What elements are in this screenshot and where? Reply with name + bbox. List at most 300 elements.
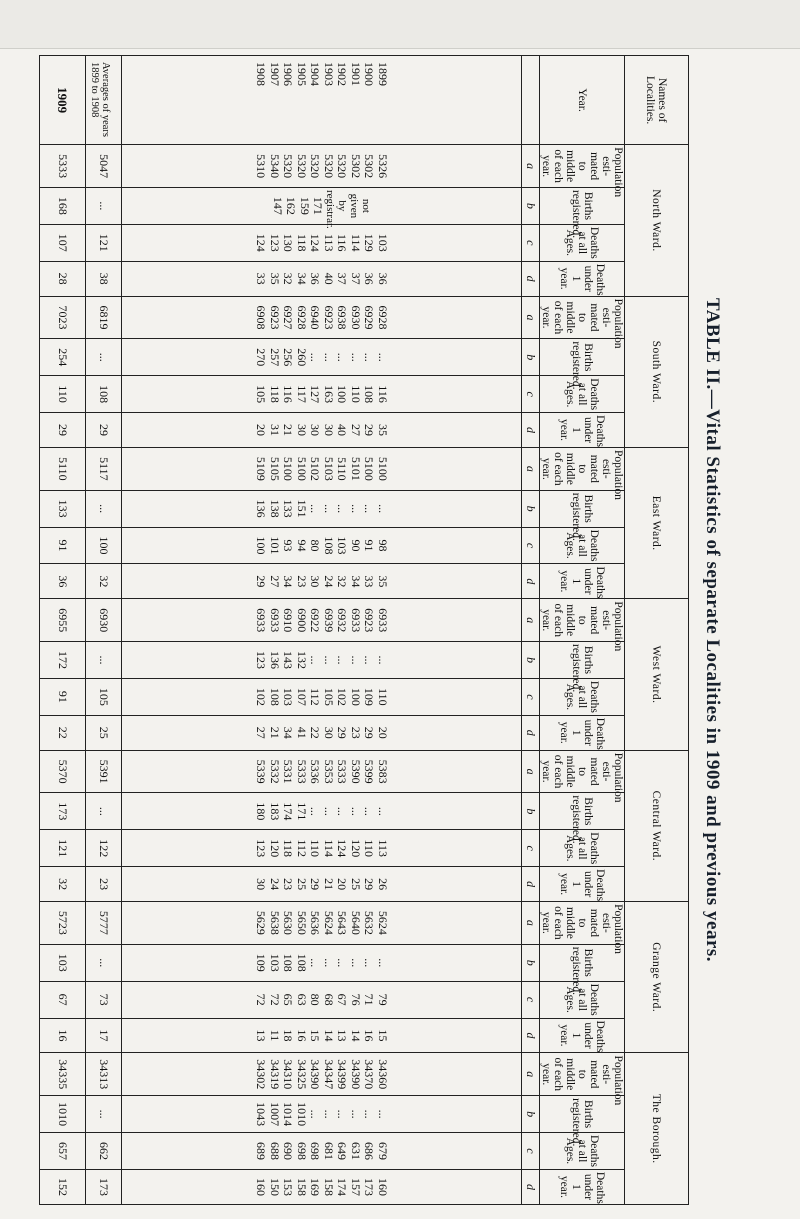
ward-2-infant-4: 24 [322,575,336,588]
ward-4-population-4: 5353 [322,759,336,784]
ward-4-births-5: ... [308,806,323,816]
ward-0-births-0: not given by registrar. [324,189,373,229]
averages-label [86,56,122,145]
column-letter-2-2: c [522,527,540,564]
ward-5-infant-values [122,1018,522,1053]
ward-4-avg-population: 5391 [86,750,122,793]
ward-1-1909-births: 254 [40,339,86,376]
ward-6-infant-4: 158 [322,1177,336,1196]
ward-2-deaths-5: 80 [308,539,323,552]
ward-3-deaths-5: 112 [308,688,323,706]
year-1908: 1908 [254,62,269,86]
data-row-years [122,56,522,1205]
ward-1-births-5: ... [308,352,323,362]
ward-0-avg-births: ... [86,187,122,224]
ward-3-infant-0: 20 [376,726,390,739]
column-letter-1-1: b [522,339,540,376]
ward-3-1909-infant: 22 [40,715,86,750]
ward-0-1909-deaths: 107 [40,224,86,261]
ward-1-avg-deaths: 108 [86,376,122,413]
ward-3-avg-deaths: 105 [86,678,122,715]
column-letter-2-0: a [522,448,540,491]
ward-3-population-0: 6933 [376,608,390,633]
ward-3-deaths-2: 100 [349,687,363,706]
ward-3-1909-population: 6955 [40,599,86,642]
ward-6-births-5: ... [308,1109,323,1119]
ward-4-population-1: 5399 [362,759,377,784]
ward-name-0: North Ward. [625,145,689,296]
column-header-3-3: Deaths under 1 year. [540,715,625,750]
ward-2-avg-population: 5117 [86,448,122,491]
ward-6-births-6: 1010 [295,1102,309,1127]
ward-1-infant-values [122,413,522,448]
ward-1-infant-2: 27 [349,424,363,437]
ward-6-population-3: 34399 [335,1059,350,1090]
ward-6-avg-infant: 173 [86,1169,122,1204]
current-year-label: 1909 [40,56,86,145]
ward-2-deaths-values [122,527,522,564]
column-header-5-3: Deaths under 1 year. [540,1018,625,1053]
ward-3-deaths-9: 102 [254,687,269,706]
ward-4-births-values [122,793,522,830]
column-letter-5-3: d [522,1018,540,1053]
ward-4-population-6: 5333 [295,759,309,784]
ward-0-1909-births: 168 [40,187,86,224]
ward-4-births-4: ... [322,806,336,816]
ward-6-births-0: ... [376,1109,390,1119]
ward-1-births-3: ... [335,352,350,362]
ward-2-births-8: 138 [268,499,282,518]
ward-1-deaths-1: 108 [362,385,377,404]
ward-1-population-4: 6923 [322,305,336,330]
ward-6-deaths-7: 690 [281,1141,296,1160]
year-1901: 1901 [349,62,363,86]
ward-6-infant-values [122,1169,522,1204]
ward-4-births-7: 174 [281,802,296,821]
column-letter-4-2: c [522,830,540,867]
ward-6-infant-0: 160 [376,1177,390,1196]
column-header-1-1: Births registered. [540,339,625,376]
column-header-1-2: Deaths at all Ages. [540,376,625,413]
ward-name-5: Grange Ward. [625,902,689,1053]
ward-0-population-values [122,145,522,188]
ward-4-deaths-values [122,830,522,867]
ward-4-population-9: 5339 [254,759,269,784]
ward-0-population-0: 5326 [376,154,390,179]
ward-0-deaths-7: 130 [281,233,296,252]
column-letter-1-3: d [522,413,540,448]
column-letter-1-2: c [522,376,540,413]
ward-6-population-0: 34360 [376,1059,390,1090]
ward-2-population-8: 5105 [268,456,282,481]
ward-3-deaths-3: 102 [335,687,350,706]
ward-2-deaths-8: 101 [268,536,282,555]
ward-2-infant-5: 30 [308,575,323,588]
ward-5-births-8: 103 [268,953,282,972]
ward-6-deaths-0: 679 [376,1141,390,1160]
column-letter-6-0: a [522,1053,540,1096]
ward-0-deaths-4: 113 [322,234,336,252]
ward-1-avg-births: ... [86,339,122,376]
column-header-4-3: Deaths under 1 year. [540,867,625,902]
ward-4-1909-births: 173 [40,793,86,830]
ward-2-population-5: 5102 [308,456,323,481]
ward-6-deaths-3: 649 [335,1141,350,1160]
ward-1-population-8: 6923 [268,305,282,330]
ward-3-deaths-4: 105 [322,687,336,706]
names-of-localities-header: Names of Localities. [625,56,689,145]
ward-5-deaths-0: 79 [376,993,390,1006]
ward-1-births-6: 260 [295,348,309,367]
ward-name-6: The Borough. [625,1053,689,1205]
ward-3-infant-7: 34 [281,726,296,739]
ward-6-population-5: 34390 [308,1059,323,1090]
ward-6-1909-infant: 152 [40,1169,86,1204]
ward-1-infant-4: 30 [322,424,336,437]
ward-1-deaths-7: 116 [281,385,296,403]
ward-4-deaths-8: 120 [268,839,282,858]
year-1900: 1900 [362,62,377,86]
ward-5-population-values [122,902,522,945]
ward-1-infant-0: 35 [376,424,390,437]
ward-1-deaths-9: 105 [254,385,269,404]
ward-2-deaths-9: 100 [254,536,269,555]
ward-0-infant-9: 33 [254,272,269,285]
ward-0-births-7: 159 [298,196,312,215]
ward-5-deaths-5: 80 [308,993,323,1006]
ward-5-population-5: 5636 [308,910,323,935]
ward-2-births-1: ... [362,504,377,514]
ward-4-1909-infant: 32 [40,867,86,902]
ward-2-population-0: 5100 [376,456,390,481]
ward-3-births-0: ... [376,655,390,665]
ward-2-infant-values [122,564,522,599]
ward-1-infant-5: 30 [308,424,323,437]
ward-4-infant-4: 21 [322,878,336,891]
ward-5-1909-population: 5723 [40,902,86,945]
ward-6-infant-1: 173 [362,1177,377,1196]
year-1903: 1903 [322,62,336,86]
year-1899: 1899 [376,62,390,86]
ward-3-births-2: ... [349,655,363,665]
year-1907: 1907 [268,62,282,86]
ward-0-births-values [122,187,522,229]
ward-2-1909-births: 133 [40,490,86,527]
year-1909-row [40,56,86,1205]
ward-3-births-8: 136 [268,650,282,669]
ward-5-infant-9: 13 [254,1029,269,1042]
ward-4-infant-1: 29 [362,878,377,891]
ward-6-deaths-5: 698 [308,1141,323,1160]
ward-6-population-6: 34325 [295,1059,309,1090]
ward-5-deaths-values [122,981,522,1018]
ward-6-population-7: 34310 [281,1059,296,1090]
ward-6-infant-2: 157 [349,1177,363,1196]
ward-5-population-1: 5632 [362,910,377,935]
ward-1-deaths-0: 116 [376,385,390,403]
ward-0-population-3: 5320 [335,154,350,179]
ward-3-infant-6: 41 [295,726,309,739]
ward-0-deaths-6: 118 [295,234,309,252]
ward-5-infant-2: 14 [349,1029,363,1042]
ward-1-infant-9: 20 [254,424,269,437]
ward-2-population-9: 5109 [254,456,269,481]
column-header-6-3: Deaths under 1 year. [540,1169,625,1204]
column-header-1-3: Deaths under 1 year. [540,413,625,448]
ward-5-population-3: 5643 [335,910,350,935]
ward-0-deaths-values [122,224,522,261]
ward-5-deaths-8: 72 [268,993,282,1006]
ward-4-population-8: 5332 [268,759,282,784]
ward-0-1909-population: 5333 [40,145,86,188]
ward-0-births-8: 162 [284,196,299,215]
averages-label-text: Averages of years 1899 to 1908 [89,62,112,138]
ward-5-births-9: 109 [254,953,269,972]
ward-4-infant-8: 24 [268,878,282,891]
ward-6-infant-6: 158 [295,1177,309,1196]
header-row-localities [625,56,689,1205]
ward-6-1909-deaths: 657 [40,1133,86,1170]
ward-4-births-3: ... [335,806,350,816]
ward-1-infant-8: 31 [268,424,282,437]
column-letter-1-0: a [522,296,540,339]
ward-1-deaths-6: 117 [295,385,309,403]
ward-0-infant-4: 40 [322,272,336,285]
ward-4-births-0: ... [376,806,390,816]
year-1906: 1906 [281,62,296,86]
ward-2-deaths-6: 94 [295,539,309,552]
ward-3-births-3: ... [335,655,350,665]
ward-1-avg-infant: 29 [86,413,122,448]
ward-2-1909-infant: 36 [40,564,86,599]
rotated-table-stage [55,55,729,1205]
ward-0-population-9: 5310 [254,154,269,179]
ward-5-deaths-2: 76 [349,993,363,1006]
ward-0-deaths-9: 124 [254,233,269,252]
ward-3-avg-births: ... [86,642,122,679]
vital-statistics-table [39,55,689,1205]
ward-1-1909-deaths: 110 [40,376,86,413]
ward-2-avg-births: ... [86,490,122,527]
ward-3-population-7: 6910 [281,608,296,633]
ward-3-avg-infant: 25 [86,715,122,750]
ward-3-population-8: 6933 [268,608,282,633]
ward-2-births-2: ... [349,504,363,514]
ward-0-population-2: 5302 [349,154,363,179]
column-header-0-0: Population esti- mated to middle of each year. [540,145,625,188]
ward-5-population-6: 5650 [295,910,309,935]
ward-1-population-6: 6928 [295,305,309,330]
ward-3-infant-4: 30 [322,726,336,739]
ward-2-1909-deaths: 91 [40,527,86,564]
ward-0-deaths-3: 116 [335,234,350,252]
ward-name-2: East Ward. [625,448,689,599]
ward-2-infant-1: 33 [362,575,377,588]
ward-3-avg-population: 6930 [86,599,122,642]
ward-2-infant-9: 29 [254,575,269,588]
column-header-5-1: Births registered. [540,944,625,981]
column-letter-6-2: c [522,1133,540,1170]
ward-2-population-4: 5103 [322,456,336,481]
averages-row [86,56,122,1205]
ward-1-population-values [122,296,522,339]
ward-5-population-4: 5624 [322,910,336,935]
ward-3-population-1: 6923 [362,608,377,633]
ward-6-deaths-6: 698 [295,1141,309,1160]
ward-5-deaths-3: 67 [335,993,350,1006]
ward-4-infant-values [122,867,522,902]
ward-5-births-5: ... [308,958,323,968]
ward-0-infant-2: 37 [349,272,363,285]
ward-3-1909-deaths: 91 [40,678,86,715]
ward-3-infant-5: 22 [308,726,323,739]
ward-6-population-8: 34319 [268,1059,282,1090]
ward-6-deaths-values [122,1133,522,1170]
ward-6-1909-population: 34335 [40,1053,86,1096]
ward-0-births-6: 171 [311,196,326,215]
ward-2-deaths-4: 108 [322,536,336,555]
ward-3-births-9: 123 [254,650,269,669]
years-list [122,56,522,145]
ward-4-avg-infant: 23 [86,867,122,902]
ward-3-infant-2: 23 [349,726,363,739]
ward-4-deaths-3: 124 [335,839,350,858]
ward-2-population-6: 5100 [295,456,309,481]
column-header-5-0: Population esti- mated to middle of each year. [540,902,625,945]
ward-4-1909-deaths: 121 [40,830,86,867]
ward-4-population-2: 5390 [349,759,363,784]
ward-1-deaths-2: 110 [349,385,363,403]
ward-1-births-1: ... [362,352,377,362]
ward-5-avg-infant: 17 [86,1018,122,1053]
ward-1-births-0: ... [376,352,390,362]
ward-3-infant-1: 29 [362,726,377,739]
ward-5-1909-births: 103 [40,944,86,981]
ward-5-deaths-1: 71 [362,993,377,1006]
ward-6-infant-7: 153 [281,1177,296,1196]
ward-3-infant-3: 29 [335,726,350,739]
ward-2-avg-deaths: 100 [86,527,122,564]
ward-0-deaths-8: 123 [268,233,282,252]
ward-3-population-3: 6932 [335,608,350,633]
year-1905: 1905 [295,62,309,86]
header-row-letters [522,56,540,1205]
ward-1-1909-population: 7023 [40,296,86,339]
ward-6-population-9: 34302 [254,1059,269,1090]
column-letter-0-3: d [522,261,540,296]
ward-5-births-6: 108 [295,953,309,972]
ward-5-infant-6: 16 [295,1029,309,1042]
ward-1-population-0: 6928 [376,305,390,330]
ward-1-deaths-8: 118 [268,385,282,403]
ward-5-population-7: 5630 [281,910,296,935]
column-header-4-2: Deaths at all Ages. [540,830,625,867]
ward-4-population-values [122,750,522,793]
ward-2-population-2: 5101 [349,456,363,481]
ward-0-deaths-2: 114 [349,234,363,252]
column-letter-3-1: b [522,642,540,679]
ward-5-infant-8: 11 [268,1029,282,1042]
column-letter-0-2: c [522,224,540,261]
ward-5-avg-population: 5777 [86,902,122,945]
ward-1-avg-population: 6819 [86,296,122,339]
ward-5-births-7: 108 [281,953,296,972]
column-header-6-1: Births registered. [540,1096,625,1133]
ward-6-avg-births: ... [86,1096,122,1133]
ward-1-births-values [122,339,522,376]
column-header-5-2: Deaths at all Ages. [540,981,625,1018]
column-header-1-0: Population esti- mated to middle of each year. [540,296,625,339]
ward-3-deaths-1: 109 [362,687,377,706]
column-header-4-1: Births registered. [540,793,625,830]
ward-0-1909-infant: 28 [40,261,86,296]
ward-6-population-1: 34370 [362,1059,377,1090]
column-letter-3-0: a [522,599,540,642]
ward-3-population-6: 6900 [295,608,309,633]
ward-1-births-7: 256 [281,348,296,367]
ward-1-infant-3: 40 [335,424,350,437]
ward-name-1: South Ward. [625,296,689,447]
column-letter-2-3: d [522,564,540,599]
column-header-0-2: Deaths at all Ages. [540,224,625,261]
ward-1-infant-7: 21 [281,424,296,437]
ward-0-avg-population: 5047 [86,145,122,188]
ward-2-births-5: ... [308,504,323,514]
ward-5-births-3: ... [335,958,350,968]
ward-1-births-8: 257 [268,348,282,367]
ward-6-infant-8: 150 [268,1177,282,1196]
ward-6-deaths-8: 688 [268,1141,282,1160]
ward-1-population-3: 6938 [335,305,350,330]
column-letter-5-1: b [522,944,540,981]
column-header-2-1: Births registered. [540,490,625,527]
ward-4-deaths-6: 112 [295,839,309,857]
year-header: Year. [540,56,625,145]
ward-0-deaths-1: 129 [362,233,377,252]
ward-1-population-7: 6927 [281,305,296,330]
column-header-2-0: Population esti- mated to middle of each year. [540,448,625,491]
ward-3-1909-births: 172 [40,642,86,679]
ward-5-population-8: 5638 [268,910,282,935]
ward-5-infant-5: 15 [308,1029,323,1042]
ward-1-deaths-4: 163 [322,385,336,404]
ward-1-deaths-values [122,376,522,413]
ward-4-population-3: 5333 [335,759,350,784]
column-letter-5-2: c [522,981,540,1018]
ward-4-births-2: ... [349,806,363,816]
ward-4-deaths-0: 113 [376,839,390,857]
ward-1-infant-6: 30 [295,424,309,437]
ward-0-population-5: 5320 [308,154,323,179]
ward-5-deaths-7: 65 [281,993,296,1006]
column-header-0-3: Deaths under 1 year. [540,261,625,296]
ward-3-population-2: 6933 [349,608,363,633]
ward-name-3: West Ward. [625,599,689,750]
ward-2-population-7: 5100 [281,456,296,481]
ward-3-births-1: ... [362,655,377,665]
ward-3-deaths-values [122,678,522,715]
ward-2-infant-0: 35 [376,575,390,588]
ward-1-population-5: 6940 [308,305,323,330]
ward-6-avg-population: 34313 [86,1053,122,1096]
column-letter-4-1: b [522,793,540,830]
ward-6-infant-5: 169 [308,1177,323,1196]
ward-2-1909-population: 5110 [40,448,86,491]
ward-2-infant-2: 34 [349,575,363,588]
ward-0-infant-values [122,261,522,296]
ward-2-infant-3: 32 [335,575,350,588]
letters-spacer [522,56,540,145]
